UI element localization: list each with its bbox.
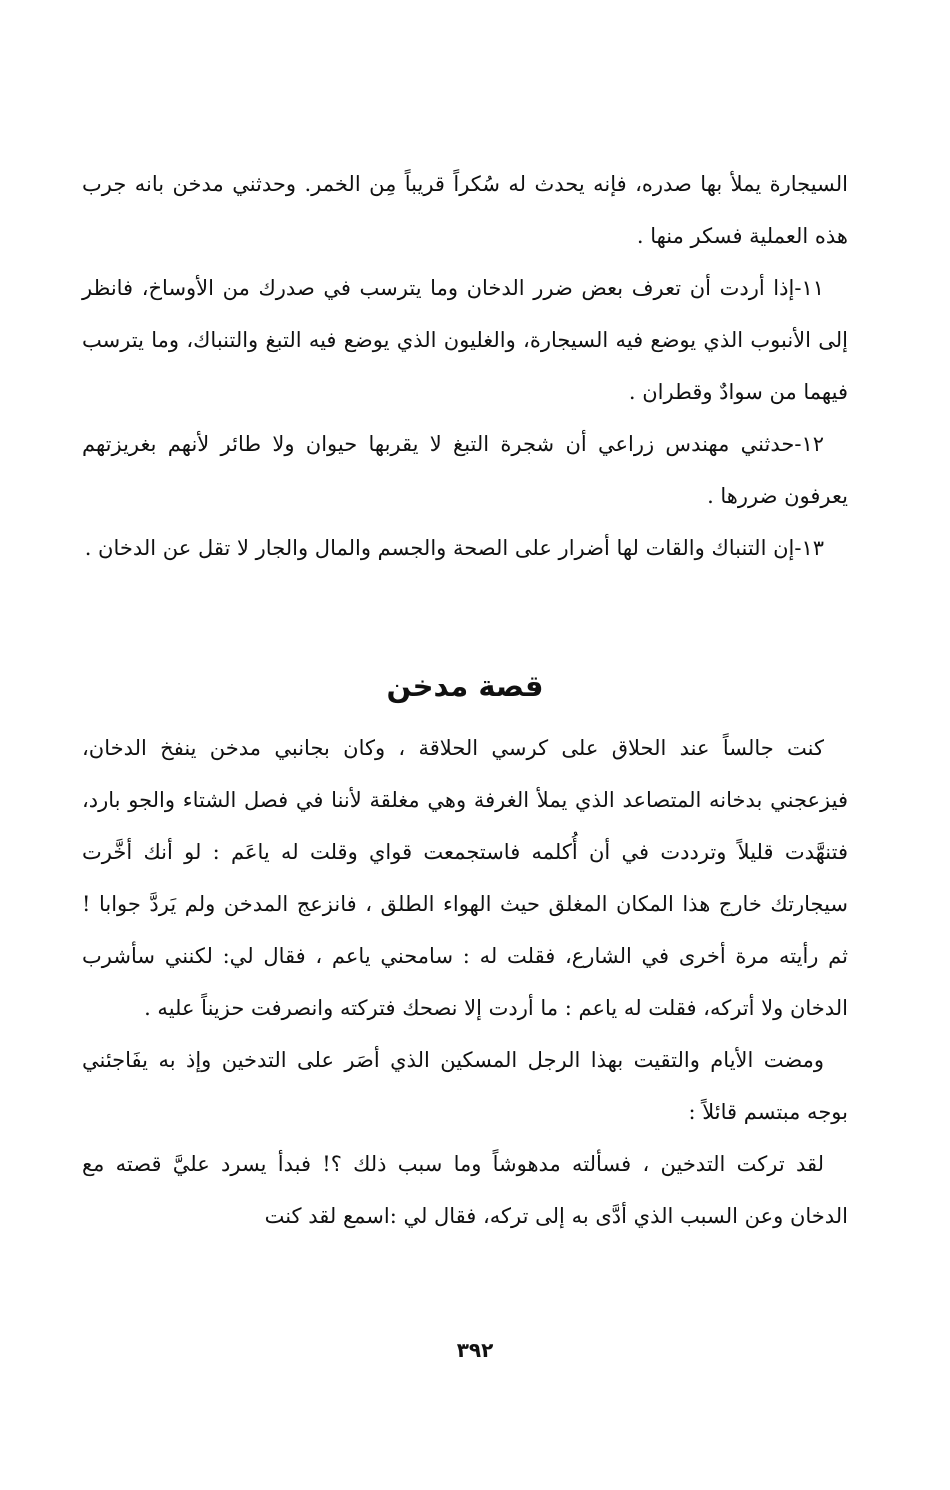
- top-text-section: [82, 158, 848, 574]
- section-title: قصة مدخن: [386, 669, 544, 703]
- paragraph-item-13: ١٣-إن التنباك والقات لها أضرار على الصحة والجسم والمال والجار لا تقل عن الدخان .: [84, 536, 824, 560]
- paragraph-item-12: ١٢-حدثني مهندس زراعي أن شجرة التبغ لا يقربها حيوان ولا طائر لأنهم بغريزتهم يعرفون ضررها .: [82, 432, 848, 508]
- story-paragraph-2: ومضت الأيام والتقيت بهذا الرجل المسكين الذي أصَر على التدخين وإذ به يفَاجئني بوجه مبتسم قائلاً :: [82, 1048, 848, 1124]
- story-paragraph-3: لقد تركت التدخين ، فسألته مدهوشاً وما سبب ذلك ؟! فبدأ يسرد عليَّ قصته مع الدخان وعن السبب الذي أدَّى به إلى تركه، فقال لي :اسمع لقد كنت: [82, 1152, 848, 1228]
- page-number: ٣٩٢: [456, 1338, 494, 1362]
- story-paragraph-1: كنت جالساً عند الحلاق على كرسي الحلاقة ، وكان بجانبي مدخن ينفخ الدخان، فيزعجني بدخانه المتصاعد الذي يملأ الغرفة وهي مغلقة لأننا في فصل الشتاء والجو بارد، فتنهَّدت قليلاً وترددت في أن أُكلمه فاستجمعت قواي وقلت له ياعَم : لو أنك أخَّرت سيجارتك خارج هذا المكان المغلق حيث الهواء الطلق ، فانزعج المدخن ولم يَردَّ جوابا ! ثم رأيته مرة أخرى في الشارع، فقلت له : سامحني ياعم ، فقال لي: لكنني سأشرب الدخان ولا أتركه، فقلت له ياعم : ما أردت إلا نصحك فتركته وانصرفت حزيناً عليه .: [82, 736, 849, 1020]
- paragraph-item-11: ١١-إذا أردت أن تعرف بعض ضرر الدخان وما يترسب في صدرك من الأوساخ، فانظر إلى الأنبوب الذي يوضع فيه السيجارة، والغليون الذي يوضع فيه التبغ والتنباك، وما يترسب فيهما من سوادٌ وقطران .: [82, 276, 848, 404]
- story-text-section: [82, 722, 848, 1242]
- paragraph-continuation: السيجارة يملأ بها صدره، فإنه يحدث له سُكراً قريباً مِن الخمر. وحدثني مدخن بانه جرب هذه العملية فسكر منها .: [82, 172, 848, 248]
